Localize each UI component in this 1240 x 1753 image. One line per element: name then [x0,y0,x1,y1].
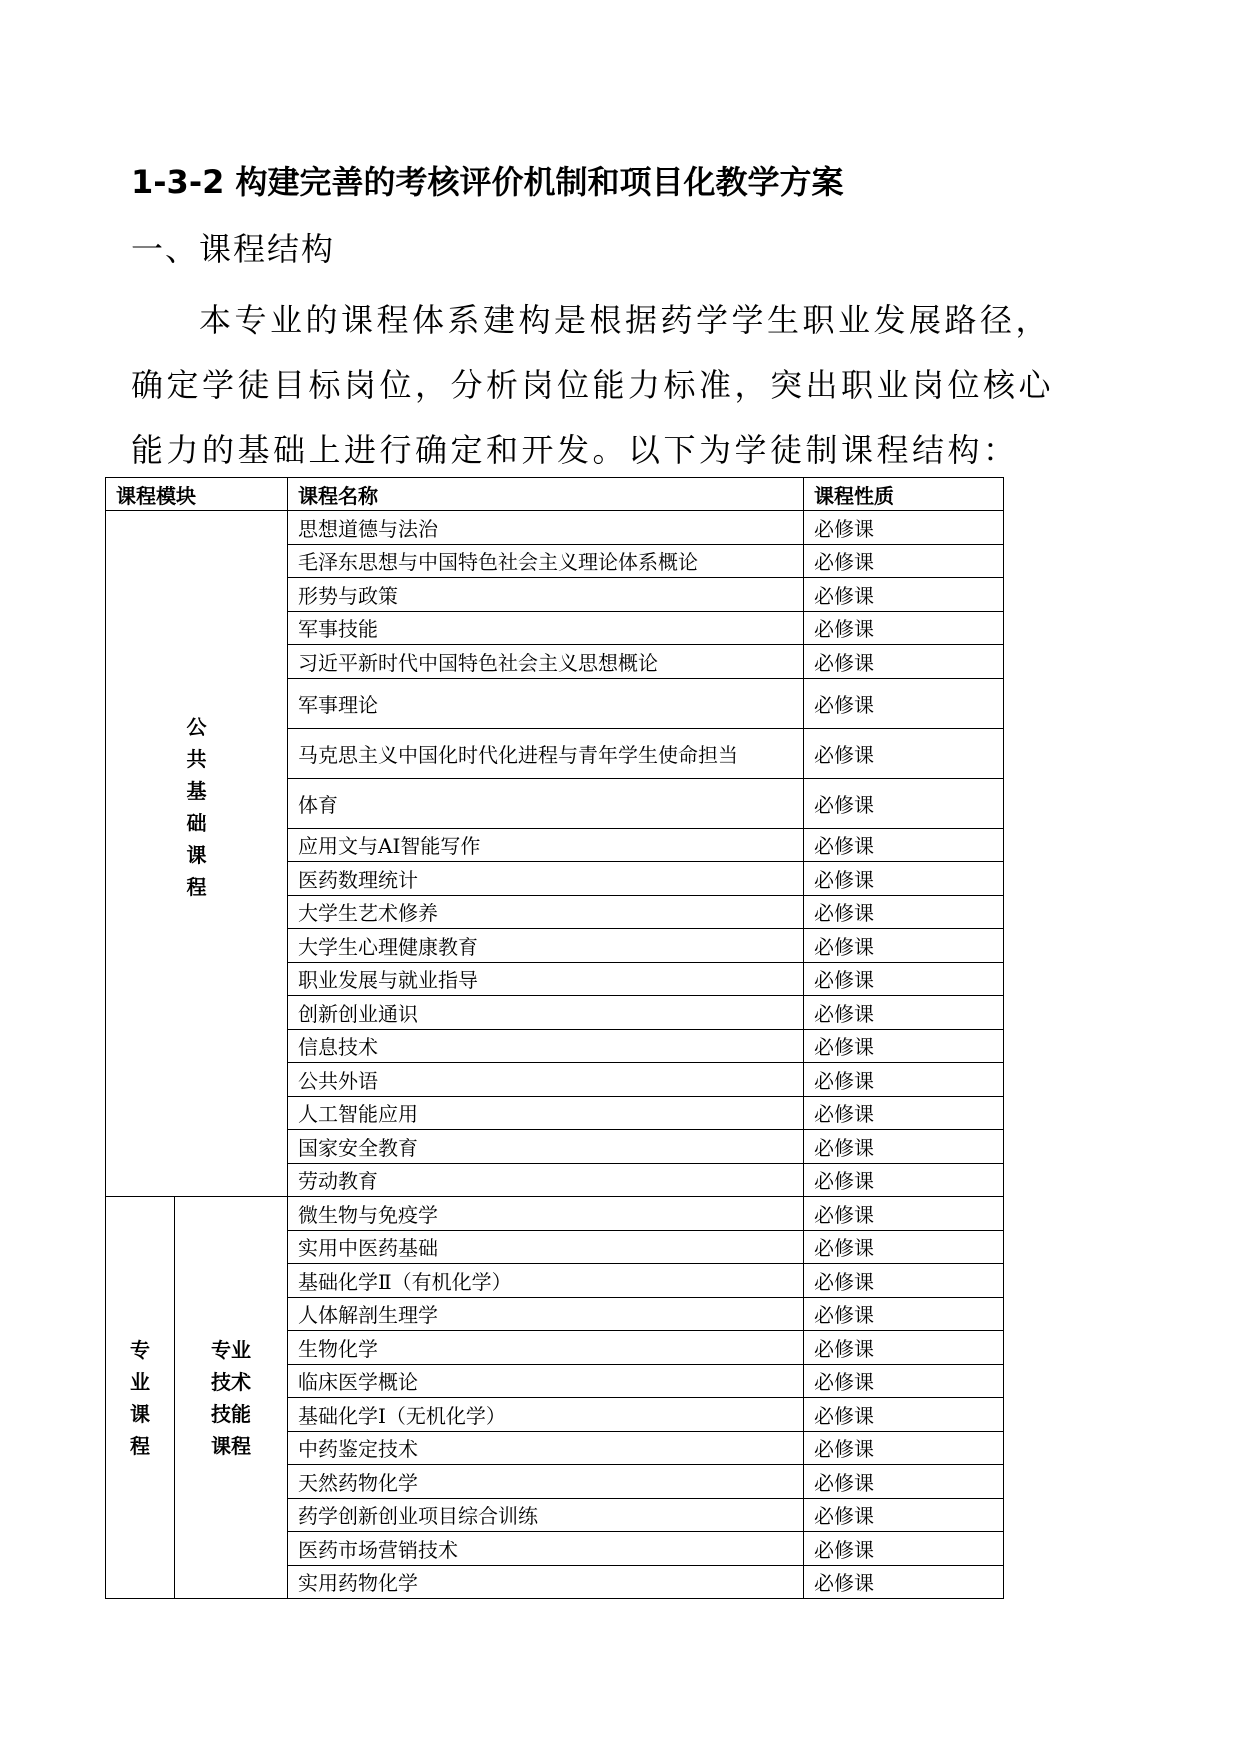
course-name-cell: 中药鉴定技术 [288,1431,804,1465]
course-name-cell: 公共外语 [288,1063,804,1097]
page-heading: 1-3-2 构建完善的考核评价机制和项目化教学方案 [131,163,844,201]
course-name-cell: 药学创新创业项目综合训练 [288,1498,804,1532]
course-name-cell: 人工智能应用 [288,1096,804,1130]
course-name-cell: 职业发展与就业指导 [288,962,804,996]
course-name-cell: 军事技能 [288,611,804,645]
header-module: 课程模块 [106,478,288,511]
course-nature-cell: 必修课 [804,1029,1004,1063]
course-name-cell: 形势与政策 [288,578,804,612]
course-nature-cell: 必修课 [804,1197,1004,1231]
course-nature-cell: 必修课 [804,1331,1004,1365]
course-name-cell: 基础化学Ⅱ（有机化学） [288,1264,804,1298]
course-name-cell: 人体解剖生理学 [288,1297,804,1331]
professional-submodule-label-text: 专业技术技能课程 [211,1337,251,1458]
table-row [106,511,1004,545]
course-nature-cell: 必修课 [804,1230,1004,1264]
course-nature-cell: 必修课 [804,996,1004,1030]
course-name-cell: 习近平新时代中国特色社会主义思想概论 [288,645,804,679]
course-nature-cell: 必修课 [804,1297,1004,1331]
course-nature-cell: 必修课 [804,728,1004,778]
course-nature-cell: 必修课 [804,1163,1004,1197]
course-name-cell: 信息技术 [288,1029,804,1063]
course-nature-cell: 必修课 [804,862,1004,896]
course-nature-cell: 必修课 [804,578,1004,612]
course-name-cell: 劳动教育 [288,1163,804,1197]
course-name-cell: 应用文与AI智能写作 [288,828,804,862]
course-nature-cell: 必修课 [804,929,1004,963]
course-name-cell: 临床医学概论 [288,1364,804,1398]
course-name-cell: 基础化学Ⅰ（无机化学） [288,1398,804,1432]
public-module-label-text: 公共基础课程 [186,714,207,899]
course-nature-cell: 必修课 [804,1096,1004,1130]
course-name-cell: 体育 [288,778,804,828]
course-structure-table [105,477,1004,1599]
course-name-cell: 生物化学 [288,1331,804,1365]
course-nature-cell: 必修课 [804,1364,1004,1398]
header-course-nature: 课程性质 [804,478,1004,511]
course-name-cell: 医药数理统计 [288,862,804,896]
course-nature-cell: 必修课 [804,1130,1004,1164]
course-name-cell: 毛泽东思想与中国特色社会主义理论体系概论 [288,544,804,578]
course-name-cell: 实用中医药基础 [288,1230,804,1264]
course-nature-cell: 必修课 [804,1465,1004,1499]
course-name-cell: 马克思主义中国化时代化进程与青年学生使命担当 [288,728,804,778]
course-name-cell: 国家安全教育 [288,1130,804,1164]
course-name-cell: 实用药物化学 [288,1565,804,1599]
course-nature-cell: 必修课 [804,544,1004,578]
course-name-cell: 大学生艺术修养 [288,895,804,929]
course-name-cell: 医药市场营销技术 [288,1532,804,1566]
course-nature-cell: 必修课 [804,645,1004,679]
professional-module-label-text: 专业课程 [130,1337,150,1458]
course-nature-cell: 必修课 [804,1498,1004,1532]
professional-module-label [106,1197,175,1599]
course-nature-cell: 必修课 [804,828,1004,862]
section-title: 一、课程结构 [131,230,336,268]
course-nature-cell: 必修课 [804,895,1004,929]
course-nature-cell: 必修课 [804,778,1004,828]
course-nature-cell: 必修课 [804,511,1004,545]
course-name-cell: 大学生心理健康教育 [288,929,804,963]
course-nature-cell: 必修课 [804,1063,1004,1097]
course-name-cell: 微生物与免疫学 [288,1197,804,1231]
course-nature-cell: 必修课 [804,1398,1004,1432]
table-header-row [106,478,1004,511]
course-name-cell: 军事理论 [288,678,804,728]
course-nature-cell: 必修课 [804,1532,1004,1566]
professional-submodule-label [175,1197,288,1599]
course-name-cell: 创新创业通识 [288,996,804,1030]
table-row [106,1197,1004,1231]
course-nature-cell: 必修课 [804,678,1004,728]
course-nature-cell: 必修课 [804,1264,1004,1298]
intro-paragraph: 本专业的课程体系建构是根据药学学生职业发展路径，确定学徒目标岗位，分析岗位能力标准，突出职业岗位核心能力的基础上进行确定和开发。以下为学徒制课程结构： [131,301,1055,469]
course-nature-cell: 必修课 [804,962,1004,996]
course-nature-cell: 必修课 [804,611,1004,645]
course-name-cell: 天然药物化学 [288,1465,804,1499]
public-module-label [106,511,288,1197]
course-nature-cell: 必修课 [804,1565,1004,1599]
header-course-name: 课程名称 [288,478,804,511]
course-nature-cell: 必修课 [804,1431,1004,1465]
course-name-cell: 思想道德与法治 [288,511,804,545]
